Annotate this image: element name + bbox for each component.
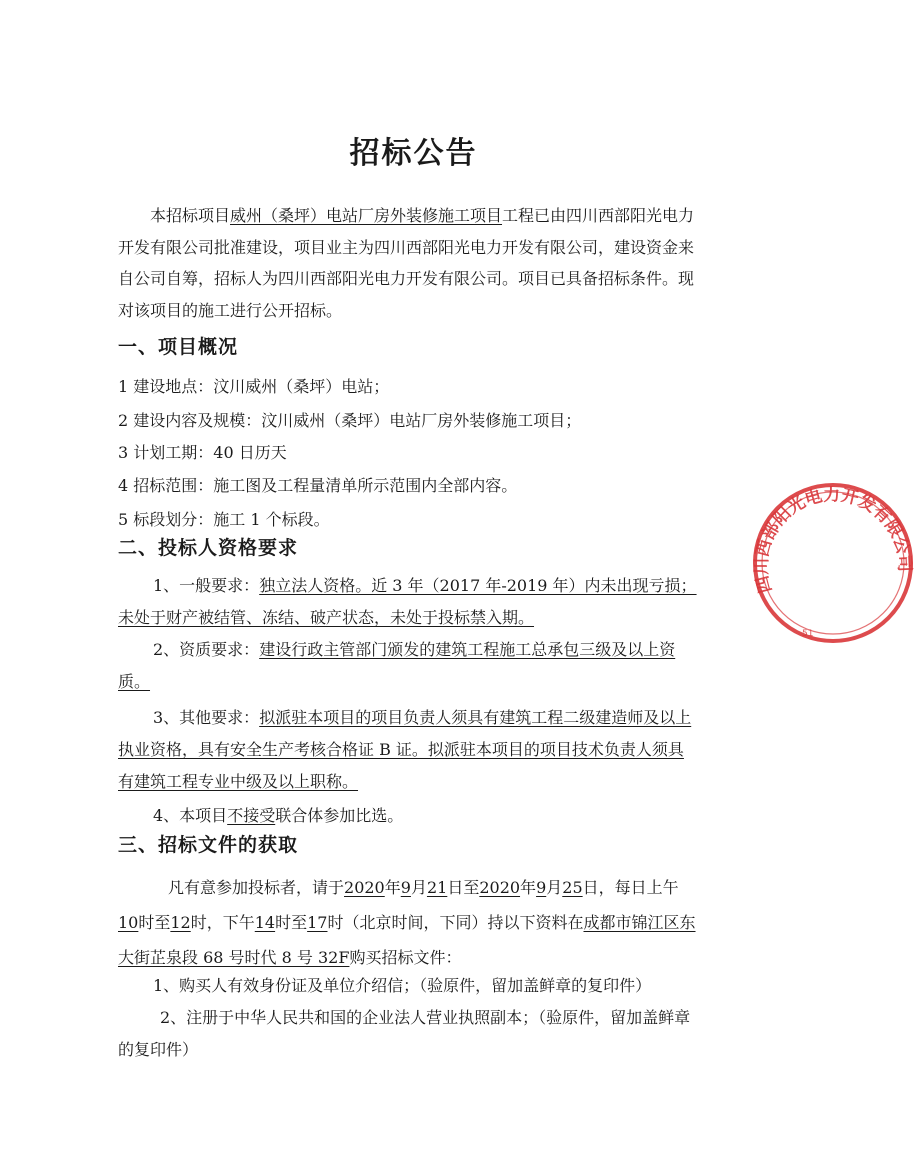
req3-label: 3、其他要求： [153,708,260,727]
end-month: 9 [536,878,547,897]
overview-item: 3 计划工期：40 日历天 [118,443,287,462]
overview-item: 1 建设地点：汶川威州（桑坪）电站； [118,377,390,396]
am-start-hour: 10 [118,913,139,932]
required-doc-2 [118,1002,698,1066]
acq-text: 凡有意参加投标者，请于 [168,878,345,897]
section1-heading: 一、项目概况 [118,336,239,358]
req4-not-accepted: 不接受 [227,806,276,825]
end-day: 25 [562,878,583,897]
start-month: 9 [400,878,411,897]
section3-heading: 三、招标文件的获取 [118,834,299,856]
acq-text: 时，下午 [190,913,255,932]
company-seal-icon [748,478,918,648]
overview-item: 5 标段划分：施工 1 个标段。 [118,510,330,529]
requirement-general [118,570,698,634]
required-doc-1: 1、购买人有效身份证及单位介绍信；（验原件，留加盖鲜章的复印件） [153,976,652,995]
intro-text-start: 本招标项目 [150,206,231,225]
start-year: 2020 [344,878,385,897]
intro-text-rest: 工程已由四川西部阳光电力开发有限公司批准建设，项目业主为四川西部阳光电力开发有限公司，建设资金来自公司自筹，招标人为四川西部阳光电力开发有限公司。项目已具备招标条件。现对该项目的施工进行公开招标。 [118,206,695,320]
acq-text: 月 [546,878,563,897]
pm-start-hour: 14 [254,913,276,932]
requirement-other [118,702,698,798]
page-title: 招标公告 [349,136,478,171]
svg-text:四川西部阳光电力开发有限公司: 四川西部阳光电力开发有限公司 [751,485,915,596]
overview-item: 4 招标范围：施工图及工程量清单所示范围内全部内容。 [118,476,518,495]
acq-text: 月 [410,878,427,897]
am-end-hour: 12 [170,913,191,932]
project-name: 威州（桑坪）电站厂房外装修施工项目 [230,206,503,225]
acq-text: 购买招标文件： [349,948,462,967]
req2-text: 建设行政主管部门颁发的建筑工程施工总承包三级及以上资质。 [118,640,676,691]
pm-end-hour: 17 [307,913,328,932]
req1-text: 独立法人资格。近 3 年（2017 年-2019 年）内未出现亏损；未处于财产被结管、冻结、破产状态，未处于投标禁入期。 [118,576,697,627]
intro-paragraph [118,200,698,326]
acq-text: 年 [520,878,537,897]
req4-start: 4、本项目 [153,806,228,825]
purchase-location: 成都市锦江区东大街芷泉段 68 号时代 8 号 32F [118,913,696,967]
req3-text: 拟派驻本项目的项目负责人须具有建筑工程二级建造师及以上执业资格，具有安全生产考核合格证 B 证。拟派驻本项目的项目技术负责人须具有建筑工程专业中级及以上职称。 [118,708,692,791]
req1-label: 1、一般要求： [153,576,260,595]
start-day: 21 [426,878,448,897]
acq-text: 时至 [275,913,308,932]
req4-end: 联合体参加比选。 [275,806,404,825]
acquisition-paragraph [118,870,698,975]
acq-text: 时（北京时间，下同）持以下资料在 [327,913,584,932]
overview-item: 2 建设内容及规模：汶川威州（桑坪）电站厂房外装修施工项目； [118,411,582,430]
section2-heading: 二、投标人资格要求 [118,537,299,559]
acq-text: 日，每日上午 [582,878,679,897]
acq-text: 日至 [447,878,480,897]
requirement-qualification [118,634,698,698]
svg-text:51: 51 [802,629,814,639]
acq-text: 年 [384,878,401,897]
acq-text: 时至 [138,913,171,932]
required-doc-2-text: 2、注册于中华人民共和国的企业法人营业执照副本；（验原件，留加盖鲜章的复印件） [118,1008,691,1059]
req2-label: 2、资质要求： [153,640,260,659]
requirement-consortium [153,803,403,826]
end-year: 2020 [479,878,521,897]
